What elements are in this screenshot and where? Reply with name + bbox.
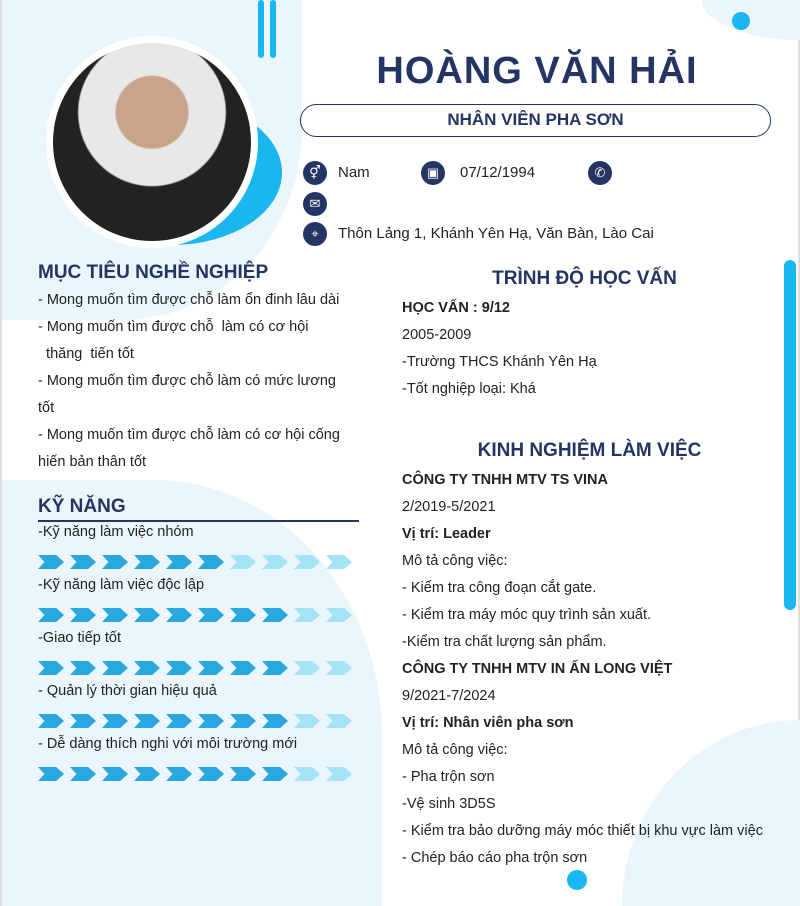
education-title: TRÌNH ĐỘ HỌC VẤN [492,268,677,289]
skill-chevron [38,661,64,675]
objective-line: tốt [38,400,55,416]
skill-chevron [262,608,288,622]
skill-chevron [70,714,96,728]
skill-label: -Giao tiếp tốt [38,630,122,646]
avatar [53,43,251,241]
education-block [402,295,772,403]
skill-chevron [294,555,320,569]
objective-line: hiến bản thân tốt [38,454,147,470]
skill-chevron [70,661,96,675]
deco-bar [784,260,796,610]
position: Vị trí: Nhân viên pha sơn [402,715,574,731]
objective-line: - Mong muốn tìm được chỗ làm có cơ hội cống [38,427,340,443]
task: -Kiểm tra chất lượng sản phẩm. [402,634,607,650]
skill-chevron [166,608,192,622]
skill-chevron [230,714,256,728]
task: - Chép báo cáo pha trộn sơn [402,850,588,866]
task: -Vệ sinh 3D5S [402,796,496,812]
skill-chevron [326,555,352,569]
task: - Kiểm tra công đoạn cắt gate. [402,580,597,596]
skill-chevron [262,767,288,781]
skill-chevron [294,714,320,728]
skill-chevron [134,608,160,622]
location-icon: ⌖ [303,222,327,246]
deco-dot [732,12,750,30]
objective-title: MỤC TIÊU NGHỀ NGHIỆP [38,262,269,283]
gender-icon: ⚥ [303,161,327,185]
skill-chevron [198,714,224,728]
skill-chevron [198,555,224,569]
skill-chevron [134,555,160,569]
desc-label: Mô tả công việc: [402,742,508,758]
skill-chevron [294,661,320,675]
skill-label: - Dễ dàng thích nghi với môi trường mới [38,736,298,752]
divider [38,520,359,522]
objective-line: - Mong muốn tìm được chỗ làm ổn đinh lâu dài [38,292,340,308]
skill-label: -Kỹ năng làm việc độc lập [38,577,205,593]
skill-chevron [230,767,256,781]
skill-chevron [262,555,288,569]
objective-line: - Mong muốn tìm được chỗ làm có cơ hội [38,319,309,335]
job-title: NHÂN VIÊN PHA SƠN [300,104,771,137]
skill-chevron [38,714,64,728]
deco-bar [258,0,264,58]
skill-chevron [198,661,224,675]
skill-chevron [294,608,320,622]
skill-chevron [326,661,352,675]
dob: 07/12/1994 [460,164,536,181]
skill-chevron [166,661,192,675]
company: CÔNG TY TNHH MTV IN ẤN LONG VIỆT [402,661,673,677]
skill-label: - Quản lý thời gian hiệu quả [38,683,217,699]
skill-chevron [230,661,256,675]
skill-chevron [70,608,96,622]
skill-chevron [102,608,128,622]
calendar-icon: ▣ [421,161,445,185]
deco-bar [270,0,276,58]
skill-chevron [70,767,96,781]
skill-chevron [102,661,128,675]
skill-chevron [326,608,352,622]
skill-chevron [262,661,288,675]
experience-list [402,467,777,872]
objective-list [38,287,360,476]
skill-chevron [326,767,352,781]
skill-chevron [38,608,64,622]
education-school: -Trường THCS Khánh Yên Hạ [402,354,597,370]
skill-chevron [70,555,96,569]
skill-level-bar [38,608,352,622]
skill-chevron [102,767,128,781]
objective-line: thăng tiến tốt [38,346,134,362]
skill-level-bar [38,661,352,675]
skill-chevron [294,767,320,781]
period: 2/2019-5/2021 [402,499,496,515]
skill-chevron [166,714,192,728]
period: 9/2021-7/2024 [402,688,496,704]
skill-chevron [262,714,288,728]
skill-chevron [230,608,256,622]
education-years: 2005-2009 [402,327,472,343]
bg-blob [702,0,800,40]
deco-dot [567,870,587,890]
skill-chevron [102,555,128,569]
education-level: HỌC VẤN : 9/12 [402,300,510,316]
skill-chevron [166,555,192,569]
phone-icon: ✆ [588,161,612,185]
skills-title: KỸ NĂNG [38,496,126,517]
skill-chevron [134,767,160,781]
desc-label: Mô tả công việc: [402,553,508,569]
gender: Nam [338,164,370,181]
candidate-name: HOÀNG VĂN HẢI [376,50,698,92]
skill-chevron [134,714,160,728]
skill-chevron [166,767,192,781]
task: - Kiểm tra bảo dưỡng máy móc thiết bị khu vực làm việc [402,823,763,839]
skill-chevron [38,767,64,781]
skill-level-bar [38,767,352,781]
skill-label: -Kỹ năng làm việc nhóm [38,524,194,540]
skill-chevron [326,714,352,728]
skill-level-bar [38,714,352,728]
skill-chevron [102,714,128,728]
task: - Kiểm tra máy móc quy trình sản xuất. [402,607,652,623]
skill-chevron [198,767,224,781]
address: Thôn Lảng 1, Khánh Yên Hạ, Văn Bàn, Lào Cai [338,225,654,242]
task: - Pha trộn sơn [402,769,495,785]
experience-title: KINH NGHIỆM LÀM VIỆC [477,440,702,461]
skill-chevron [230,555,256,569]
skill-level-bar [38,555,352,569]
education-grade: -Tốt nghiệp loại: Khá [402,381,536,397]
objective-line: - Mong muốn tìm được chỗ làm có mức lương [38,373,336,389]
email-icon: ✉ [303,192,327,216]
skill-chevron [134,661,160,675]
skill-chevron [38,555,64,569]
skill-chevron [198,608,224,622]
position: Vị trí: Leader [402,526,491,542]
company: CÔNG TY TNHH MTV TS VINA [402,472,608,488]
